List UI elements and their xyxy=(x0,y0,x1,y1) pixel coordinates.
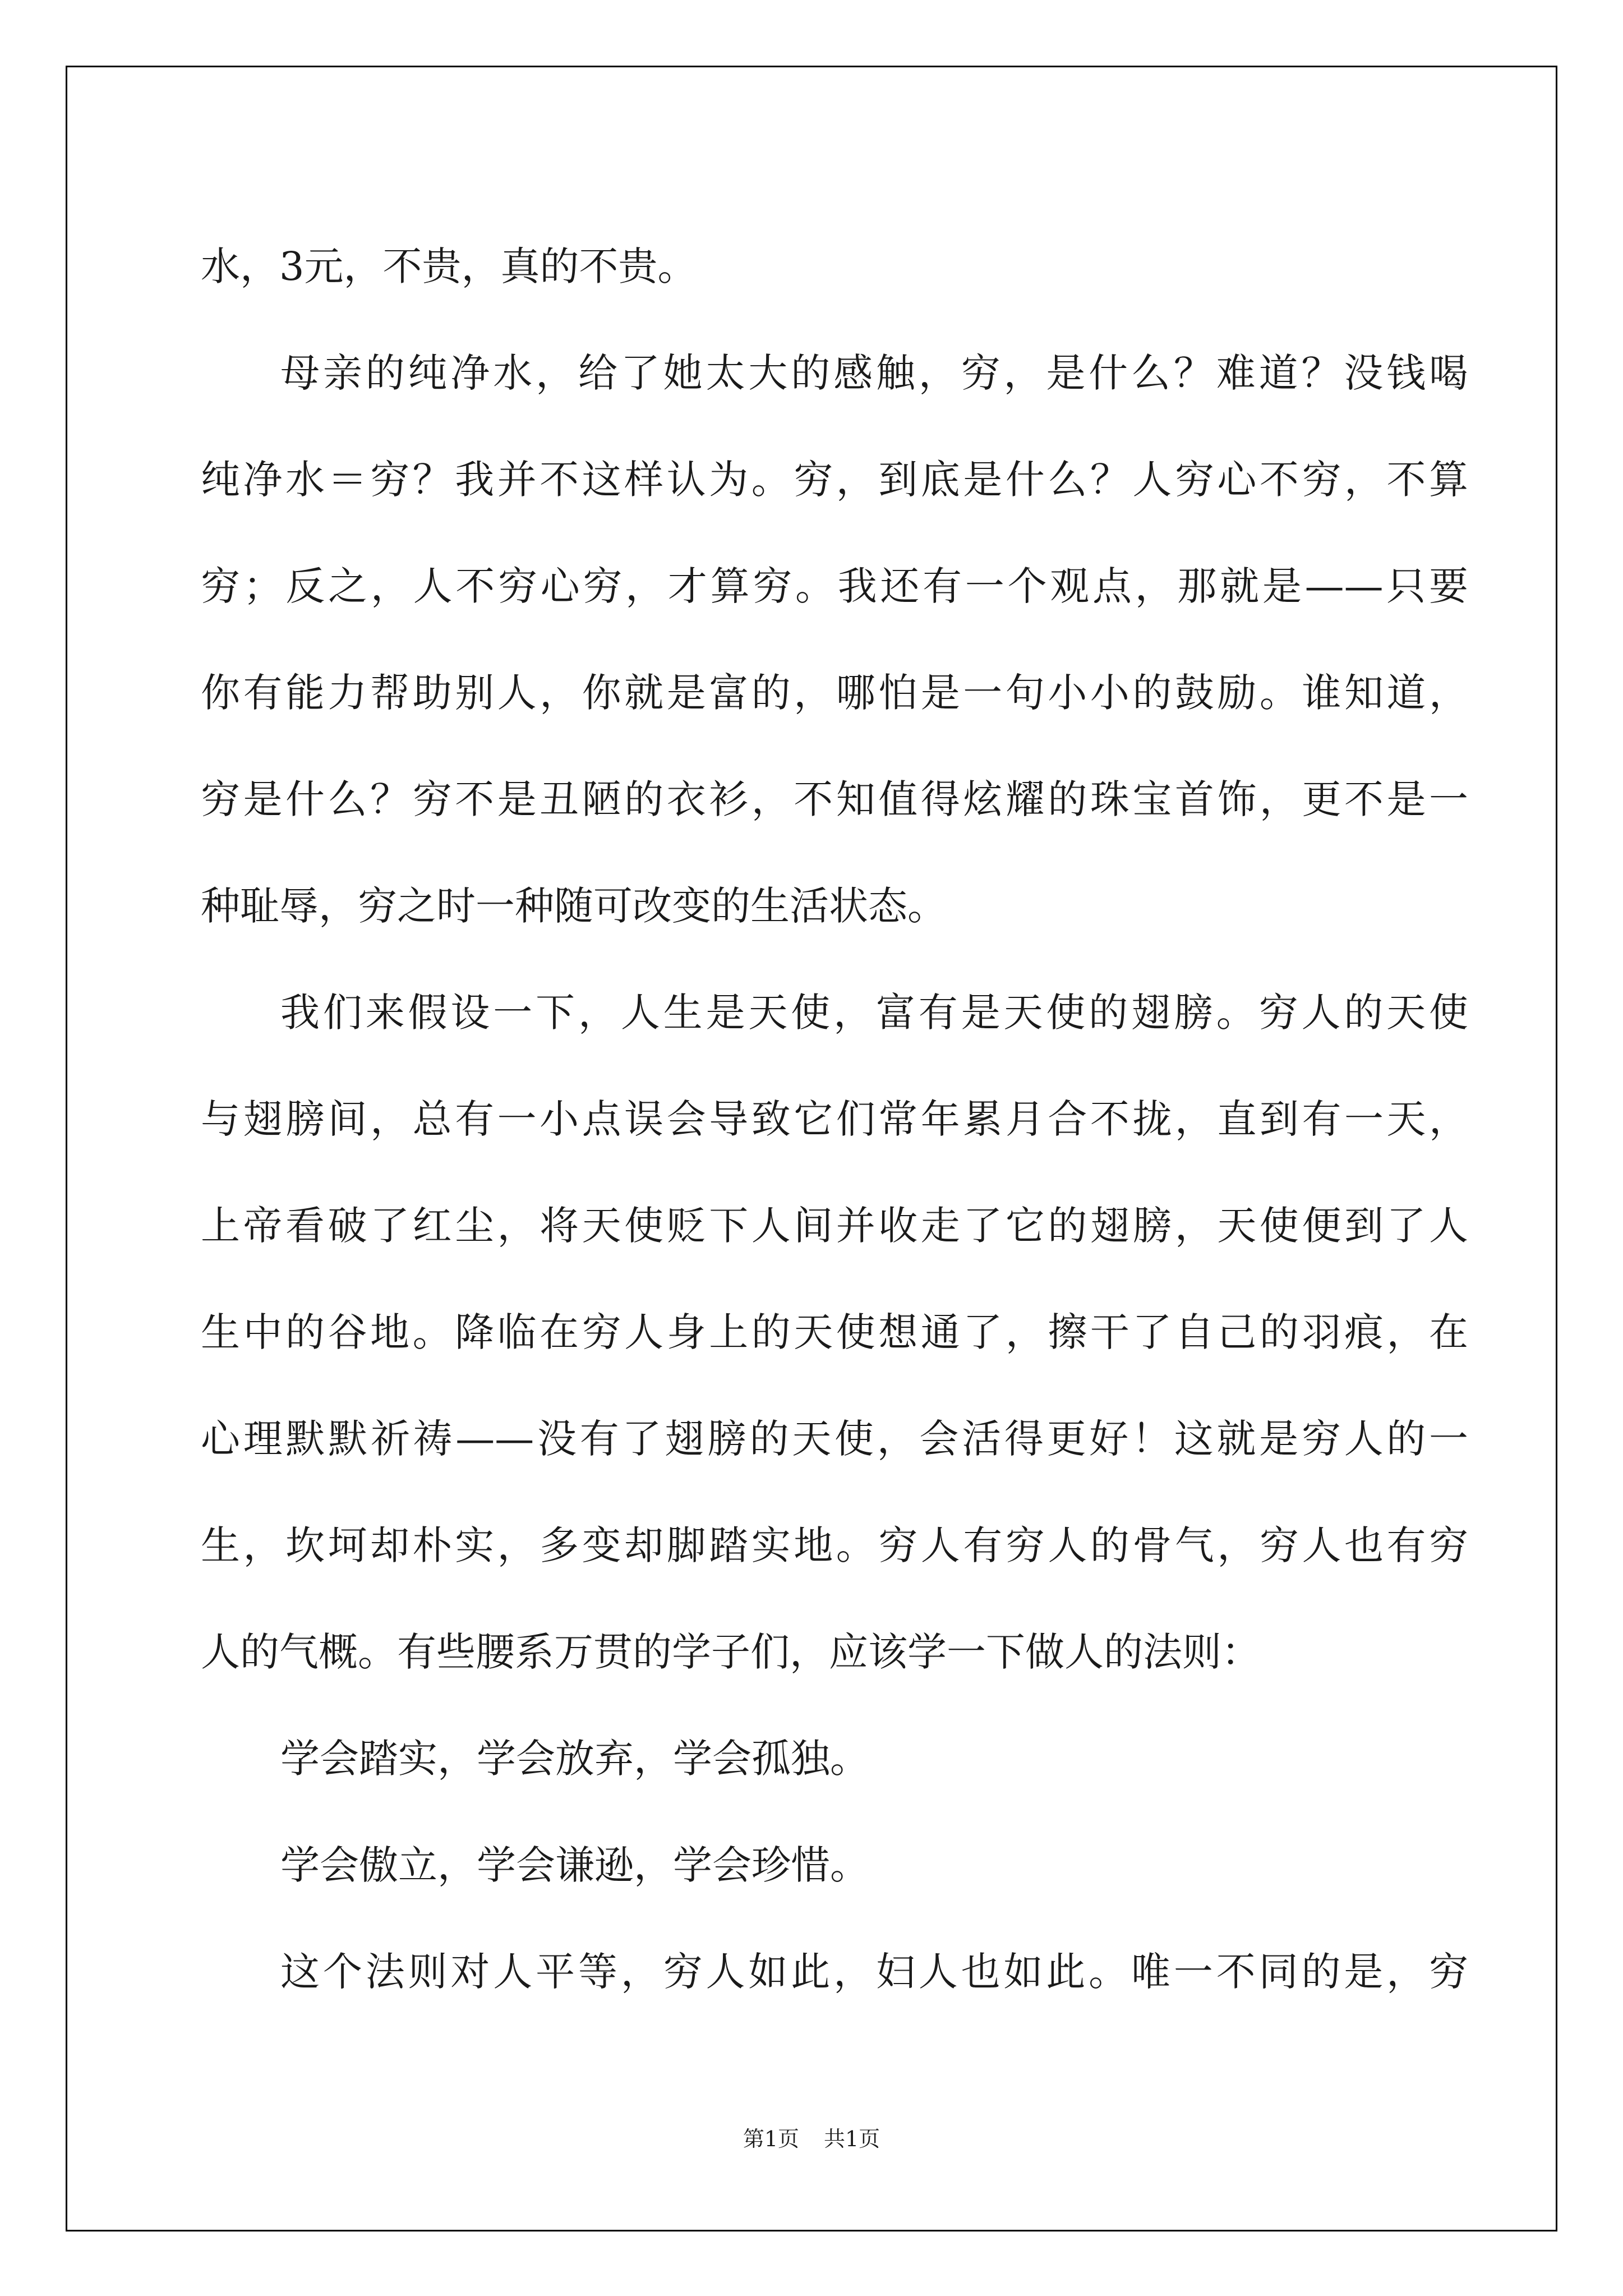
text-line: 学会傲立，学会谦逊，学会珍惜。 xyxy=(280,1842,869,1888)
page-number-current: 第1页 xyxy=(743,2127,799,2151)
text-line: 种耻辱，穷之时一种随可改变的生活状态。 xyxy=(201,883,947,929)
text-line: 我们来假设一下，人生是天使，富有是天使的翅膀。穷人的天使 xyxy=(280,990,1468,1036)
page-number-total: 共1页 xyxy=(824,2127,880,2151)
text-line: 心理默默祈祷——没有了翅膀的天使，会活得更好！这就是穷人的一 xyxy=(201,1416,1468,1462)
text-line: 生，坎坷却朴实，多变却脚踏实地。穷人有穷人的骨气，穷人也有穷 xyxy=(201,1522,1468,1568)
page-footer xyxy=(0,2122,1623,2152)
text-line: 上帝看破了红尘，将天使贬下人间并收走了它的翅膀，天使便到了人 xyxy=(201,1203,1468,1249)
text-line: 水，3元，不贵，真的不贵。 xyxy=(201,243,697,289)
text-line: 人的气概。有些腰系万贯的学子们，应该学一下做人的法则： xyxy=(201,1629,1261,1675)
document-body xyxy=(201,213,1468,2025)
text-line: 与翅膀间，总有一小点误会导致它们常年累月合不拢，直到有一天， xyxy=(201,1096,1468,1142)
text-line: 学会踏实，学会放弃，学会孤独。 xyxy=(280,1736,869,1782)
text-line: 穷是什么？穷不是丑陋的衣衫，不知值得炫耀的珠宝首饰，更不是一 xyxy=(201,776,1468,822)
text-line: 你有能力帮助别人，你就是富的，哪怕是一句小小的鼓励。谁知道， xyxy=(201,670,1468,716)
text-line: 穷；反之，人不穷心穷，才算穷。我还有一个观点，那就是——只要 xyxy=(201,563,1468,609)
text-line: 母亲的纯净水，给了她太大的感触，穷，是什么？难道？没钱喝 xyxy=(280,350,1468,396)
text-line: 这个法则对人平等，穷人如此，妇人也如此。唯一不同的是，穷 xyxy=(280,1949,1468,1995)
text-line: 生中的谷地。降临在穷人身上的天使想通了，擦干了自己的羽痕，在 xyxy=(201,1309,1468,1355)
text-line: 纯净水＝穷？我并不这样认为。穷，到底是什么？人穷心不穷，不算 xyxy=(201,457,1468,503)
